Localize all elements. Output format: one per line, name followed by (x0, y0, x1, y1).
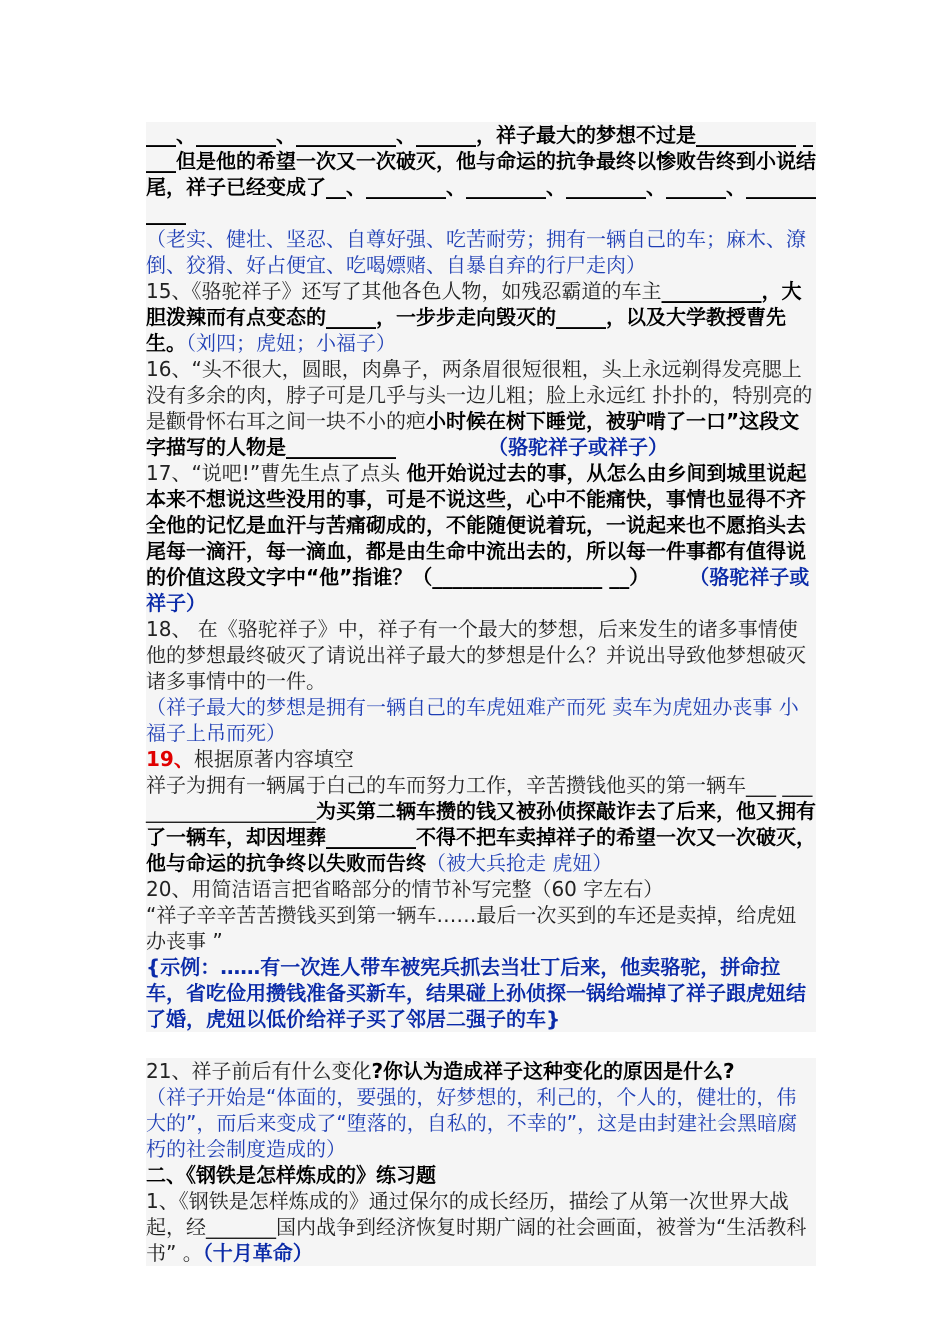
q14-tail (146, 122, 816, 226)
question-18 (146, 616, 816, 694)
section-2-title: 二、《钢铁是怎样炼成的》练习题 (146, 1163, 436, 1187)
q14-answer-block (146, 226, 816, 278)
q21-text-bold: ?你认为造成祥子这种变化的原因是什么? (371, 1059, 735, 1083)
q19-text-a: 祥子为拥有一辆属于白己的车而努力工作，辛苦攒钱他买的第一辆车___ ____________________ (146, 773, 813, 823)
q14-answer: （老实、健壮、坚忍、自尊好强、吃苦耐劳；拥有一辆自己的车；麻木、潦倒、狡猾、好占便宜、吃喝嫖赌、自暴自弃的行尸走肉） (146, 227, 806, 277)
question-16 (146, 356, 816, 460)
question-20 (146, 876, 816, 902)
q14-blanks-text: ___、________、__________、______，祥子最大的梦想不过是__________ ____但是他的希望一次又一次破灭，他与命运的抗争最终以惨败告终到小说结尾，祥子已经变成了__、________、________、________、______、___________ (146, 123, 816, 225)
q19-title: 根据原著内容填空 (193, 747, 354, 771)
q19-number: 19、 (146, 747, 194, 771)
q20-answer: {示例：……有一次连人带车被宪兵抓去当壮丁后来，他卖骆驼，拼命拉车，省吃俭用攒钱准备买新车，结果碰上孙侦探一锅给端掉了祥子跟虎妞结了婚，虎妞以低价给祥子买了邻居二强子的车} (146, 955, 806, 1031)
q18-text: 18、 在《骆驼祥子》中，祥子有一个最大的梦想，后来发生的诸多事情使他的梦想最终破灭了请说出祥子最大的梦想是什么？并说出导致他梦想破灭诸多事情中的一件。 (146, 617, 806, 693)
q20-quote-block (146, 902, 816, 954)
q17-lead: 17、“说吧!”曹先生点了点头 (146, 461, 407, 485)
question-17 (146, 460, 816, 616)
q15-text: __________，大胆泼辣而有点变态的_____，一步步走向毁灭的_____，以及大学教授曹先生。 (146, 279, 802, 355)
q19-text-b: 为买第二辆车攒的钱又被孙侦探敲诈去了后来，他又拥有了一辆车，却因埋葬_________不得不把车卖掉祥子的希望一次又一次破灭，他与命运的抗争终以失败而告终 (146, 799, 816, 875)
q15-answer: （刘四；虎妞；小福子） (186, 331, 396, 355)
s2-q1-answer: （十月革命） (202, 1241, 313, 1265)
document-page (146, 122, 816, 1266)
question-21 (146, 1058, 816, 1084)
q16-text: 16、“头不很大，圆眼，肉鼻子，两条眉很短很粗，头上永远剃得发亮腮上没有多余的肉，脖子可是几乎与头一边儿粗；脸上永远红 扑扑的，特别亮的是颧骨怀右耳之间一块不小的疤 (146, 357, 813, 433)
q15-lead: 15、《骆驼祥子》还写了其他各色人物，如残忍霸道的车主 (146, 279, 662, 303)
question-15 (146, 278, 816, 356)
q20-text: 20、用简洁语言把省略部分的情节补写完整（60 字左右） (146, 877, 664, 901)
section-2-title-block (146, 1162, 816, 1188)
s2-q1-text: 1、《钢铁是怎样炼成的》通过保尔的成长经历，描绘了从第一次世界大战起，经_______国内战争到经济恢复时期广阔的社会画面，被誉为“生活教科书” 。 (146, 1189, 807, 1265)
q18-answer-block (146, 694, 816, 746)
q21-answer-block (146, 1084, 816, 1162)
q19-answer: （被大兵抢走 虎妞） (426, 851, 613, 875)
q18-answer: （祥子最大的梦想是拥有一辆自己的车虎妞难产而死 卖车为虎妞办丧事 小福子上吊而死） (146, 695, 799, 745)
question-19-heading (146, 746, 816, 772)
q16-text-bold: 小时候在树下睡觉，被驴啃了一口”这段文字描写的人物是___________ (146, 409, 800, 459)
q17-answer: （骆驼祥子或祥子） (146, 565, 810, 615)
q16-answer: （骆驼祥子或祥子） (488, 435, 668, 459)
q21-text: 21、祥子前后有什么变化 (146, 1059, 372, 1083)
q17-text: 他开始说过去的事，从怎么由乡间到城里说起本来不想说这些没用的事，可是不说这些，心中不能痛快，事情也显得不齐全他的记忆是血汗与苦痛砌成的，不能随便说着玩，一说起来也不愿掐头去尾每一滴汗，每一滴血，都是由生命中流出去的，所以每一件事都有值得说的价值这段文字中“他”指谁？（_________________ __） (146, 461, 807, 589)
section-2-question-1 (146, 1188, 816, 1266)
q20-quote: “祥子辛辛苦苦攒钱买到第一辆车……最后一次买到的车还是卖掉，给虎妞办丧事 ” (146, 903, 797, 953)
q21-answer: （祥子开始是“体面的，要强的，好梦想的，利己的，个人的，健壮的，伟大的”，而后来变成了“堕落的，自私的，不幸的”，这是由封建社会黑暗腐朽的社会制度造成的） (146, 1085, 798, 1161)
question-19 (146, 772, 816, 876)
q20-answer-block (146, 954, 816, 1032)
